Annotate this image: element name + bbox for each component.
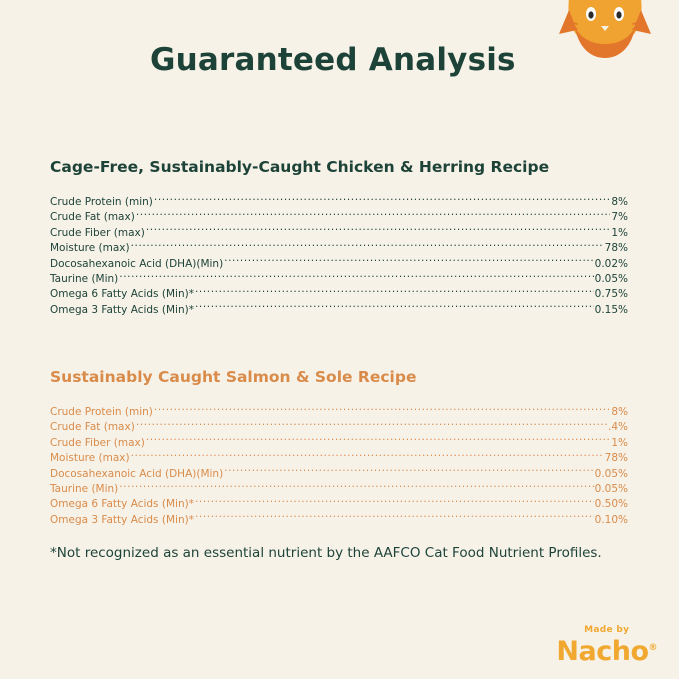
registered-mark: ® [648,643,657,653]
cat-face-icon [557,0,653,66]
nutrient-value: 0.10% [594,513,628,526]
leader-dots [131,240,604,251]
page-title: Guaranteed Analysis [150,42,516,78]
nutrient-label: Crude Fiber (max) [50,226,145,239]
brand-logo [556,626,657,665]
nutrient-label: Omega 6 Fatty Acids (Min)* [50,498,194,511]
leader-dots [224,466,593,477]
nutrient-list [50,404,628,527]
nutrient-value: 0.15% [594,303,628,316]
nutrient-value: 78% [604,452,628,465]
nutrient-row [50,302,628,317]
nutrient-row [50,286,628,301]
nutrient-row [50,435,628,450]
nutrient-label: Omega 3 Fatty Acids (Min)* [50,303,194,316]
nutrient-value: 78% [604,242,628,255]
leader-dots [136,419,607,430]
nutrient-value: 1% [611,226,628,239]
nutrient-value: 8% [611,406,628,418]
leader-dots [195,302,594,313]
section-heading: Cage-Free, Sustainably-Caught Chicken & Herring Recipe [50,158,550,176]
nutrient-row [50,481,628,496]
nutrient-row [50,194,628,209]
section-heading: Sustainably Caught Salmon & Sole Recipe [50,368,417,386]
leader-dots [146,435,611,446]
nutrient-row [50,466,628,481]
section-salmon-sole [50,368,628,527]
nutrient-label: Omega 3 Fatty Acids (Min)* [50,513,194,526]
leader-dots [195,286,594,297]
nutrient-value: 0.05% [594,273,628,286]
nutrient-value: 0.50% [594,498,628,511]
nutrient-value: 0.05% [594,483,628,496]
brand-name-text: Nacho [556,636,649,667]
nutrient-row [50,240,628,255]
nutrient-row [50,450,628,465]
nutrient-row [50,496,628,511]
nutrient-value: 8% [611,196,628,208]
nutrient-label: Docosahexanoic Acid (DHA)(Min) [50,257,224,270]
nutrient-value: 0.05% [594,467,628,480]
nutrient-list [50,194,628,317]
nutrient-value: 0.02% [594,257,628,270]
leader-dots [154,404,610,415]
nutrient-label: Taurine (Min) [50,273,119,286]
leader-dots [195,496,594,507]
nutrient-value: 7% [611,211,628,224]
leader-dots [119,481,593,492]
nutrient-label: Crude Fat (max) [50,421,135,434]
nutrient-label: Omega 6 Fatty Acids (Min)* [50,288,194,301]
nutrient-label: Moisture (max) [50,452,130,465]
nutrient-row [50,225,628,240]
section-chicken-herring [50,158,628,317]
nutrient-label: Moisture (max) [50,242,130,255]
nutrient-label: Crude Fiber (max) [50,436,145,449]
footnote: *Not recognized as an essential nutrient by the AAFCO Cat Food Nutrient Profiles. [50,545,602,561]
brand-name [556,638,657,665]
leader-dots [154,194,610,205]
nutrient-label: Crude Protein (min) [50,406,153,418]
nutrient-value: .4% [608,421,628,434]
nutrient-row [50,256,628,271]
nutrient-row [50,209,628,224]
leader-dots [119,271,593,282]
leader-dots [195,512,594,523]
leader-dots [146,225,611,236]
nutrient-row [50,512,628,527]
leader-dots [131,450,604,461]
nutrient-label: Docosahexanoic Acid (DHA)(Min) [50,467,224,480]
nutrient-label: Taurine (Min) [50,483,119,496]
leader-dots [224,256,593,267]
brand-made-by: Made by [584,625,630,635]
nutrient-row [50,271,628,286]
nutrient-value: 0.75% [594,288,628,301]
nutrient-value: 1% [611,436,628,449]
nutrient-row [50,404,628,419]
nutrient-label: Crude Fat (max) [50,211,135,224]
leader-dots [136,209,611,220]
nutrient-label: Crude Protein (min) [50,196,153,208]
nutrient-row [50,419,628,434]
